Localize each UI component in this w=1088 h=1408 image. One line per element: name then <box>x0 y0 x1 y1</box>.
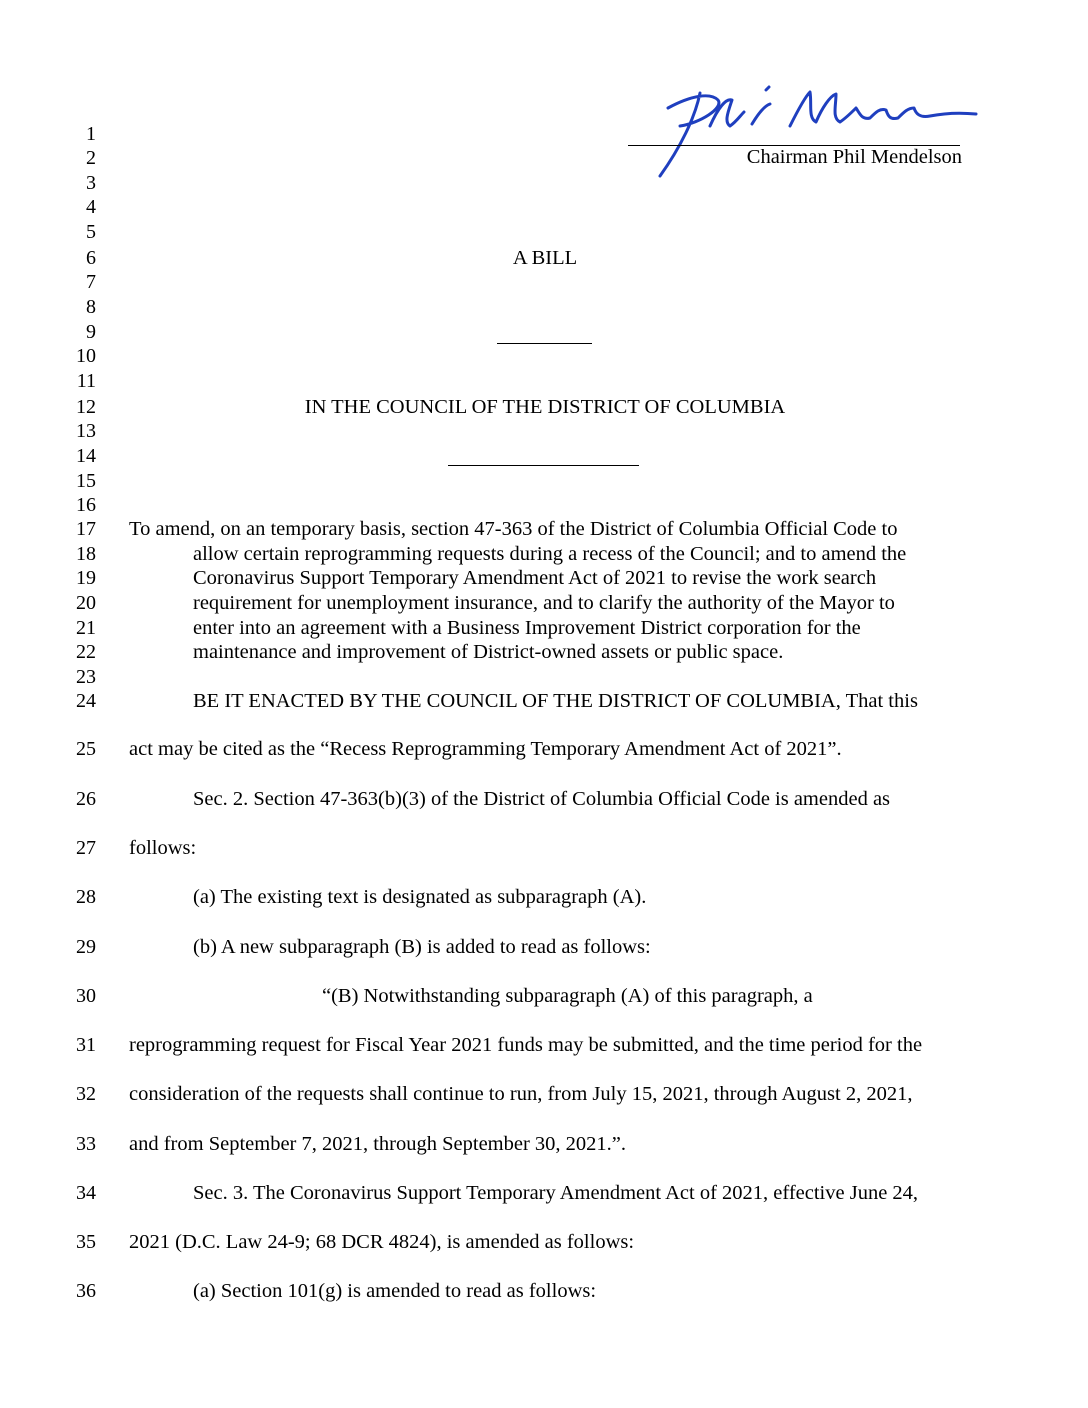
purpose-line: requirement for unemployment insurance, and to clarify the authority of the Mayor to <box>193 592 895 614</box>
line-number: 3 <box>86 172 96 194</box>
line-number: 9 <box>86 321 96 343</box>
body-line: 2021 (D.C. Law 24-9; 68 DCR 4824), is amended as follows: <box>129 1231 635 1253</box>
body-line: and from September 7, 2021, through September 30, 2021.”. <box>129 1133 627 1155</box>
line-number: 34 <box>76 1182 96 1204</box>
line-number: 17 <box>76 518 96 540</box>
line-number: 27 <box>76 837 96 859</box>
line-number: 4 <box>86 196 96 218</box>
line-number: 7 <box>86 271 96 293</box>
body-line: (b) A new subparagraph (B) is added to read as follows: <box>193 936 651 958</box>
line-number: 21 <box>76 617 96 639</box>
date-blank <box>448 465 639 466</box>
line-number: 14 <box>76 445 96 467</box>
line-number: 33 <box>76 1133 96 1155</box>
body-line: BE IT ENACTED BY THE COUNCIL OF THE DISTRICT OF COLUMBIA, That this <box>193 690 918 712</box>
body-line: Sec. 3. The Coronavirus Support Temporary Amendment Act of 2021, effective June 24, <box>193 1182 919 1204</box>
bill-title: A BILL <box>512 247 578 269</box>
council-heading: IN THE COUNCIL OF THE DISTRICT OF COLUMBIA <box>304 396 786 418</box>
line-number: 13 <box>76 420 96 442</box>
line-number: 30 <box>76 985 96 1007</box>
line-number: 35 <box>76 1231 96 1253</box>
bill-number-blank <box>497 343 592 344</box>
body-line: Sec. 2. Section 47-363(b)(3) of the District of Columbia Official Code is amended as <box>193 788 891 810</box>
body-line: (a) The existing text is designated as subparagraph (A). <box>193 886 647 908</box>
line-number: 6 <box>86 247 96 269</box>
line-number: 16 <box>76 494 96 516</box>
line-number: 10 <box>76 345 96 367</box>
line-number: 32 <box>76 1083 96 1105</box>
purpose-line: maintenance and improvement of District-owned assets or public space. <box>193 641 784 663</box>
line-number: 5 <box>86 221 96 243</box>
line-number: 11 <box>76 370 96 392</box>
signature-caption: Chairman Phil Mendelson <box>746 146 962 168</box>
body-line: (a) Section 101(g) is amended to read as follows: <box>193 1280 597 1302</box>
line-number: 28 <box>76 886 96 908</box>
line-number: 25 <box>76 738 96 760</box>
line-number: 2 <box>86 147 96 169</box>
line-number: 24 <box>76 690 96 712</box>
line-number: 20 <box>76 592 96 614</box>
body-line: act may be cited as the “Recess Reprogramming Temporary Amendment Act of 2021”. <box>129 738 842 760</box>
line-number: 8 <box>86 296 96 318</box>
line-number: 29 <box>76 936 96 958</box>
body-line: “(B) Notwithstanding subparagraph (A) of this paragraph, a <box>322 985 813 1007</box>
line-number: 1 <box>86 123 96 145</box>
body-line: reprogramming request for Fiscal Year 2021 funds may be submitted, and the time period for the <box>129 1034 923 1056</box>
purpose-line: To amend, on an temporary basis, section 47-363 of the District of Columbia Official Code to <box>129 518 898 540</box>
line-number: 15 <box>76 470 96 492</box>
line-number: 22 <box>76 641 96 663</box>
line-number: 31 <box>76 1034 96 1056</box>
purpose-line: enter into an agreement with a Business Improvement District corporation for the <box>193 617 861 639</box>
purpose-line: allow certain reprogramming requests during a recess of the Council; and to amend the <box>193 543 907 565</box>
line-number: 12 <box>76 396 96 418</box>
line-number: 19 <box>76 567 96 589</box>
line-number: 23 <box>76 666 96 688</box>
line-number: 26 <box>76 788 96 810</box>
body-line: consideration of the requests shall continue to run, from July 15, 2021, through August 2, 2021, <box>129 1083 913 1105</box>
purpose-line: Coronavirus Support Temporary Amendment Act of 2021 to revise the work search <box>193 567 877 589</box>
body-line: follows: <box>129 837 197 859</box>
line-number: 18 <box>76 543 96 565</box>
line-number: 36 <box>76 1280 96 1302</box>
